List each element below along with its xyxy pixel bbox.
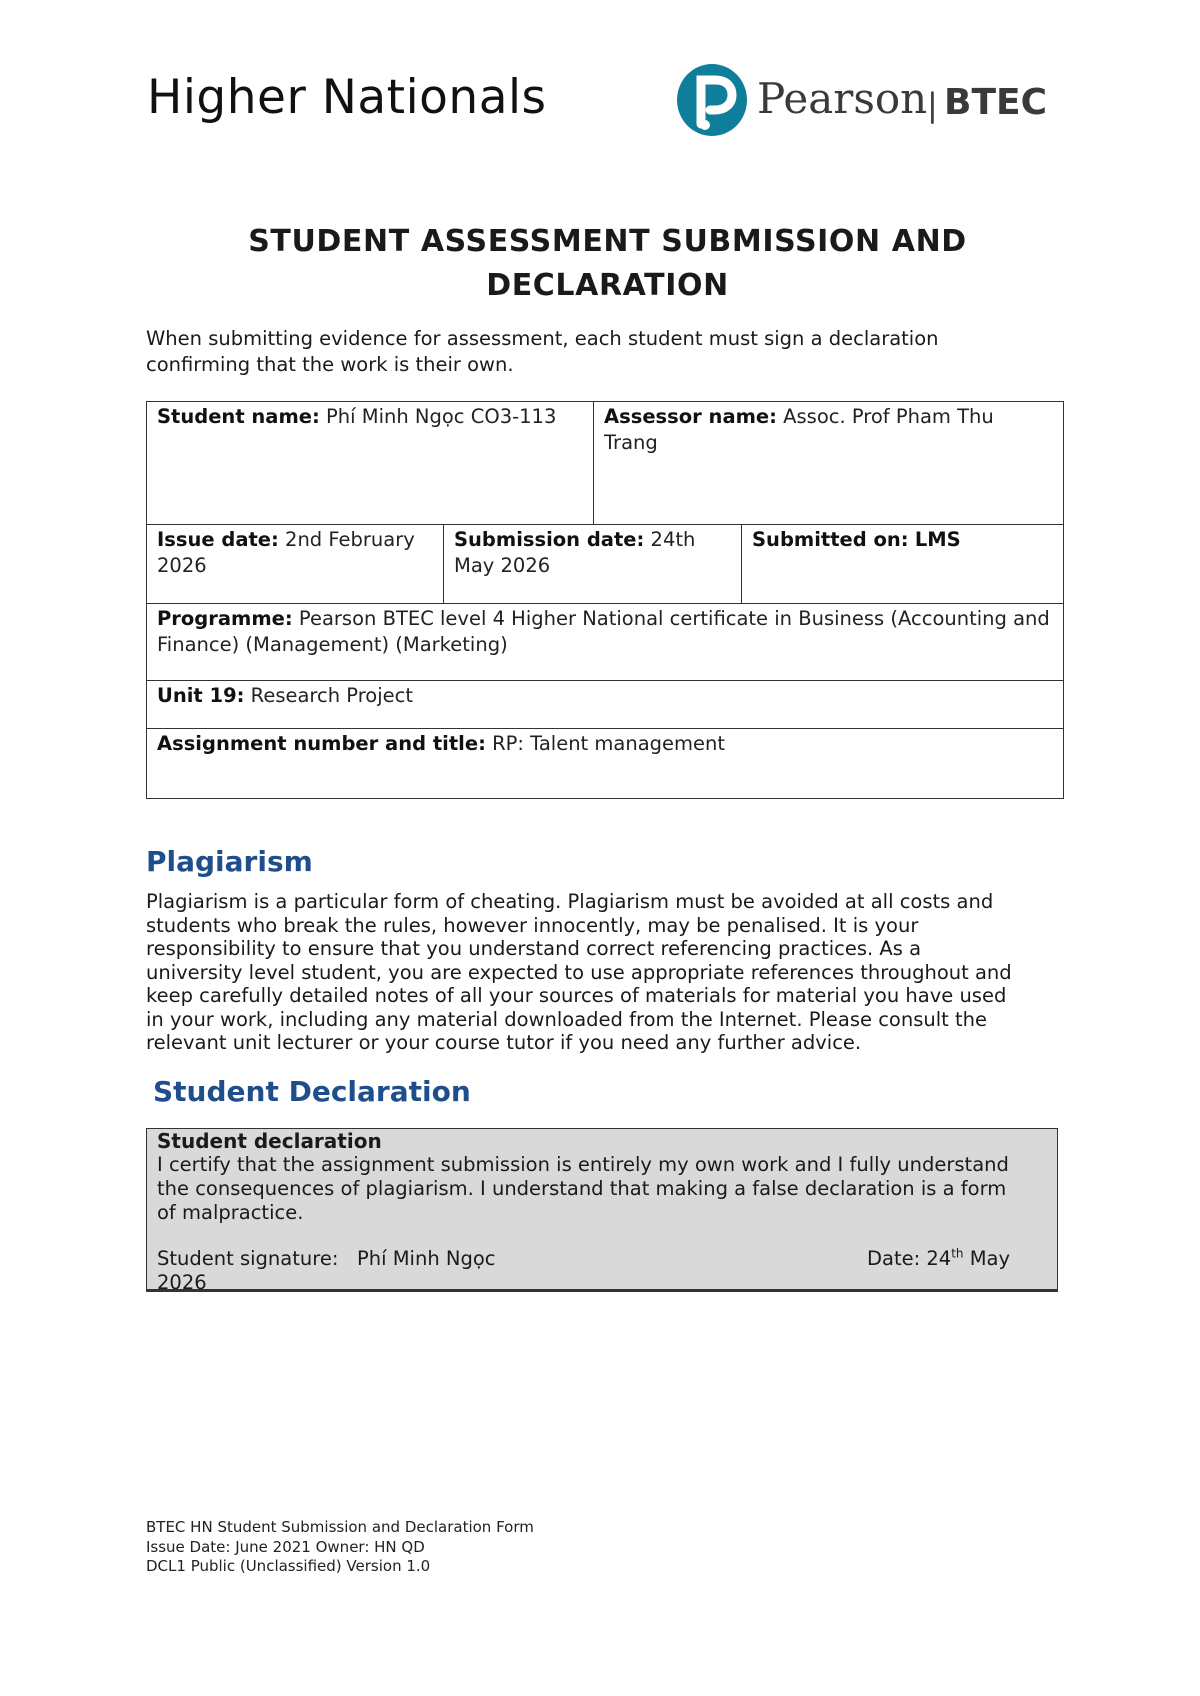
plagiarism-line: relevant unit lecturer or your course tutor if you need any further advice.	[146, 1031, 862, 1054]
footer-line: Issue Date: June 2021 Owner: HN QD	[146, 1537, 425, 1556]
plagiarism-line: responsibility to ensure that you understand correct referencing practices. As a	[146, 937, 922, 960]
footer-line: BTEC HN Student Submission and Declaration Form	[146, 1518, 534, 1536]
issue-date-value: 2nd February 2026	[157, 528, 415, 577]
declaration-box	[146, 1128, 1058, 1292]
intro-line-1: When submitting evidence for assessment, each student must sign a declaration	[146, 327, 939, 350]
unit-label: Unit 19:	[157, 684, 245, 707]
signature-value: Phí Minh Ngọc	[357, 1247, 496, 1270]
page-footer	[146, 1518, 534, 1577]
footer-line: DCL1 Public (Unclassified) Version 1.0	[146, 1557, 431, 1575]
declaration-box-label: Student declaration	[157, 1129, 382, 1153]
declaration-line: I certify that the assignment submission is entirely my own work and I fully understand	[157, 1153, 1009, 1176]
signature-label: Student signature:	[157, 1247, 339, 1270]
assessor-name-value: Assoc. Prof Pham Thu Trang	[604, 405, 994, 454]
assignment-cell	[147, 729, 1064, 799]
submission-date-cell	[444, 525, 742, 604]
plagiarism-line: keep carefully detailed notes of all your sources of materials for material you have used	[146, 984, 1007, 1007]
date-label: Date: 24	[867, 1247, 952, 1270]
document-title-line-2: DECLARATION	[486, 268, 729, 303]
programme-cell	[147, 604, 1064, 681]
plagiarism-heading: Plagiarism	[146, 845, 313, 878]
submitted-on-value: LMS	[914, 528, 961, 551]
header-title: Higher Nationals	[147, 70, 547, 125]
programme-label: Programme:	[157, 607, 293, 630]
intro-text	[146, 326, 1066, 378]
declaration-line: the consequences of plagiarism. I understand that making a false declaration is a form	[157, 1177, 1007, 1200]
date-ordinal: th	[951, 1246, 964, 1261]
plagiarism-line: students who break the rules, however innocently, may be penalised. It is your	[146, 913, 919, 937]
submission-date-label: Submission date:	[454, 528, 645, 551]
date-month: May	[963, 1247, 1011, 1270]
plagiarism-line: Plagiarism is a particular form of cheating. Plagiarism must be avoided at all costs and	[146, 890, 994, 913]
logo-sub-text: BTEC	[944, 82, 1048, 123]
unit-value: Research Project	[250, 684, 414, 707]
date-year: 2026	[157, 1271, 207, 1294]
student-name-value: Phí Minh Ngọc CO3-113	[326, 405, 557, 428]
assignment-label: Assignment number and title:	[157, 732, 486, 755]
submission-date-value: 24th May 2026	[454, 528, 696, 577]
unit-cell	[147, 681, 1064, 729]
logo-separator: |	[927, 86, 938, 124]
student-name-cell	[147, 402, 594, 525]
document-title	[160, 220, 1055, 308]
signature-line	[157, 1247, 1052, 1271]
assessor-name-label: Assessor name:	[604, 405, 777, 428]
issue-date-label: Issue date:	[157, 528, 279, 551]
declaration-date	[867, 1247, 1010, 1271]
assignment-value: RP: Talent management	[492, 732, 726, 755]
plagiarism-line: university level student, you are expected to use appropriate references throughout and	[146, 960, 1012, 984]
student-declaration-heading: Student Declaration	[153, 1075, 471, 1108]
student-name-label: Student name:	[157, 405, 320, 428]
submission-form-table	[146, 401, 1064, 799]
intro-line-2: confirming that the work is their own.	[146, 353, 514, 376]
logo-brand-text: Pearson	[757, 74, 928, 123]
document-title-line-1: STUDENT ASSESSMENT SUBMISSION AND	[248, 224, 967, 259]
submitted-on-cell	[742, 525, 1064, 604]
submitted-on-label: Submitted on:	[752, 528, 909, 551]
pearson-btec-logo	[677, 64, 1048, 140]
pearson-p-logo-icon	[677, 64, 747, 136]
declaration-line: of malpractice.	[157, 1201, 304, 1224]
issue-date-cell	[147, 525, 444, 604]
assessor-name-cell	[594, 402, 1064, 525]
programme-value: Pearson BTEC level 4 Higher National certificate in Business (Accounting and Finance) (Management) (Marketing)	[157, 607, 1050, 656]
plagiarism-line: in your work, including any material downloaded from the Internet. Please consult the	[146, 1007, 987, 1031]
student-signature	[157, 1247, 496, 1271]
plagiarism-body	[146, 890, 1066, 1055]
